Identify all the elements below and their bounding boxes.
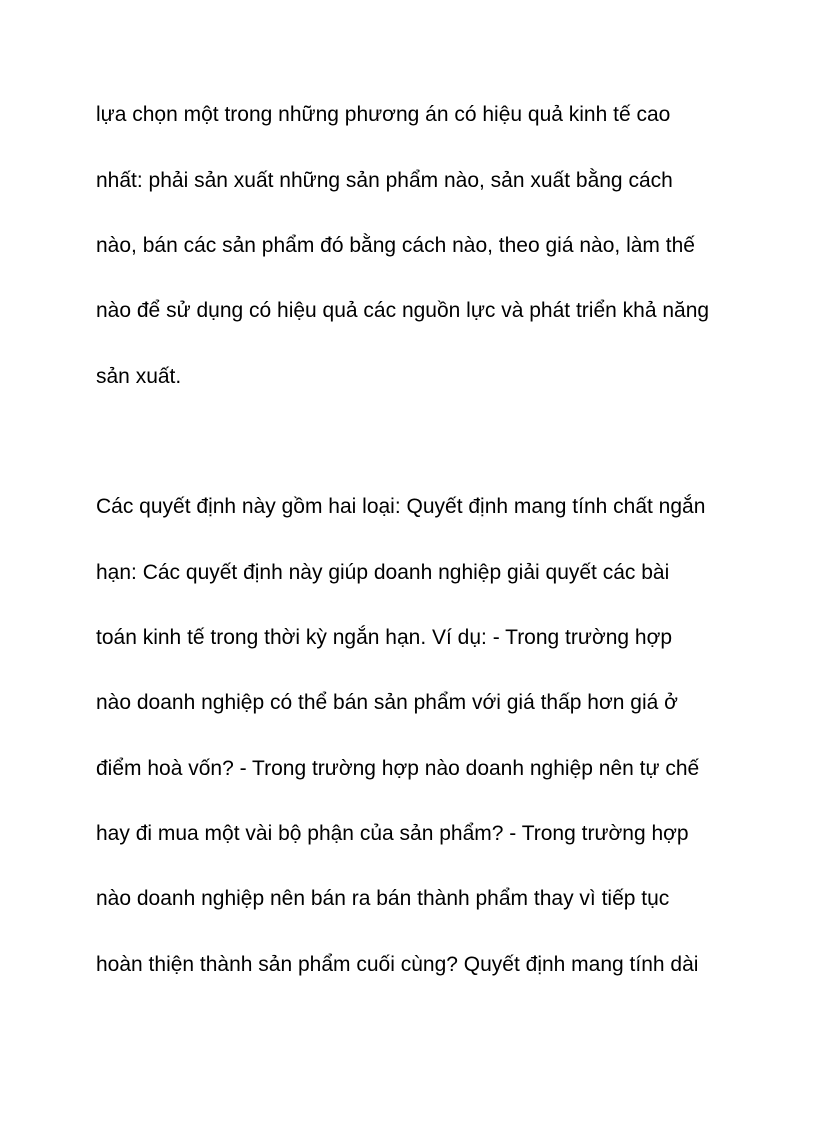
text-line: nào doanh nghiệp nên bán ra bán thành phẩm thay vì tiếp tục (96, 887, 670, 910)
text-line: điểm hoà vốn? - Trong trường hợp nào doanh nghiệp nên tự chế (96, 757, 700, 780)
text-line: hạn: Các quyết định này giúp doanh nghiệp giải quyết các bài (96, 561, 670, 584)
text-line: nào doanh nghiệp có thể bán sản phẩm với giá thấp hơn giá ở (96, 691, 678, 714)
text-line: Các quyết định này gồm hai loại: Quyết định mang tính chất ngắn (96, 495, 706, 518)
text-line: nhất: phải sản xuất những sản phẩm nào, sản xuất bằng cách (96, 169, 673, 192)
text-line: nào để sử dụng có hiệu quả các nguồn lực và phát triển khả năng (96, 299, 710, 322)
text-line: nào, bán các sản phẩm đó bằng cách nào, theo giá nào, làm thế (96, 234, 695, 257)
text-line: hay đi mua một vài bộ phận của sản phẩm? - Trong trường hợp (96, 822, 689, 845)
text-line: lựa chọn một trong những phương án có hiệu quả kinh tế cao (96, 103, 671, 126)
text-line: sản xuất. (96, 365, 182, 388)
text-line: toán kinh tế trong thời kỳ ngắn hạn. Ví dụ: - Trong trường hợp (96, 626, 673, 649)
text-line: hoàn thiện thành sản phẩm cuối cùng? Quyết định mang tính dài (96, 953, 699, 976)
